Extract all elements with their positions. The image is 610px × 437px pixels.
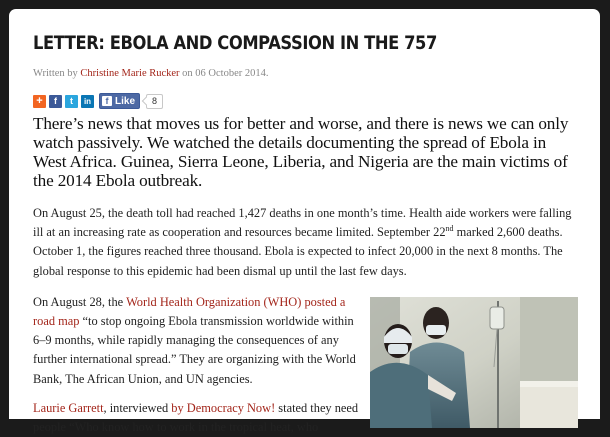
paragraph-with-photo <box>33 293 578 437</box>
linkedin-share-icon[interactable]: in <box>81 95 94 108</box>
like-count: 8 <box>146 94 163 109</box>
paragraph-3-text-b: stated they need people “Who know how to work in the tropical heat, who <box>33 400 359 435</box>
paragraph-2-text-c: “to stop ongoing Ebola transmission worldwide within 6–9 months, while rapidly managing the consequences of any further international spread.” They are organizing with the World Bank, The African Union, and UN agencies. <box>33 314 356 386</box>
laurie-garrett-link[interactable]: Laurie Garrett <box>33 400 104 415</box>
facebook-like-button[interactable] <box>99 93 140 109</box>
democracy-now-link[interactable]: by Democracy Now! <box>171 400 276 415</box>
paragraph-1-text-a: On August 25, the death toll had reached 1,427 deaths in one month’s time. Health aide workers were falling ill at an increasing rate as cooperation and resources became limited. September 22 <box>33 206 572 240</box>
road-map-link[interactable]: posted a road map <box>33 294 346 329</box>
author-link[interactable]: Christine Marie Rucker <box>80 68 180 79</box>
paragraph-1-text-b: marked 2,600 deaths. October 1, the figures reached three thousand. Ebola is expected to infect 20,000 in the next 8 months. The global response to this epidemic had been dismal up until the last few days. <box>33 225 563 278</box>
paragraph-1 <box>33 204 578 281</box>
ebola-health-workers-photo <box>370 297 578 428</box>
like-label: Like <box>115 95 136 107</box>
ordinal-suffix: nd <box>445 224 454 234</box>
photo-illustration <box>370 297 578 428</box>
byline-date: on 06 October 2014. <box>179 68 269 79</box>
byline-prefix: Written by <box>33 68 81 79</box>
addthis-plus-icon[interactable]: + <box>33 95 46 108</box>
article-body <box>33 31 578 437</box>
twitter-share-icon[interactable]: t <box>65 95 78 108</box>
article-page <box>9 9 600 435</box>
who-link[interactable]: World Health Organization (WHO) <box>126 294 302 309</box>
lead-paragraph: There’s news that moves us for better and worse, and there is news we can only watch passively. We watched the details documenting the spread of Ebola in West Africa. Guinea, Sierra Leone, Liberia, and Nigeria are the main victims of the 2014 Ebola outbreak. <box>33 114 569 190</box>
paragraph-3-text-a: , interviewed <box>103 400 172 415</box>
share-bar <box>33 92 578 110</box>
article-title[interactable]: LETTER: EBOLA AND COMPASSION IN THE 757 <box>33 32 437 54</box>
facebook-like-icon: f <box>102 96 112 106</box>
paragraph-2-text-a: On August 28, the <box>33 294 127 309</box>
facebook-share-icon[interactable]: f <box>49 95 62 108</box>
byline <box>33 67 578 81</box>
